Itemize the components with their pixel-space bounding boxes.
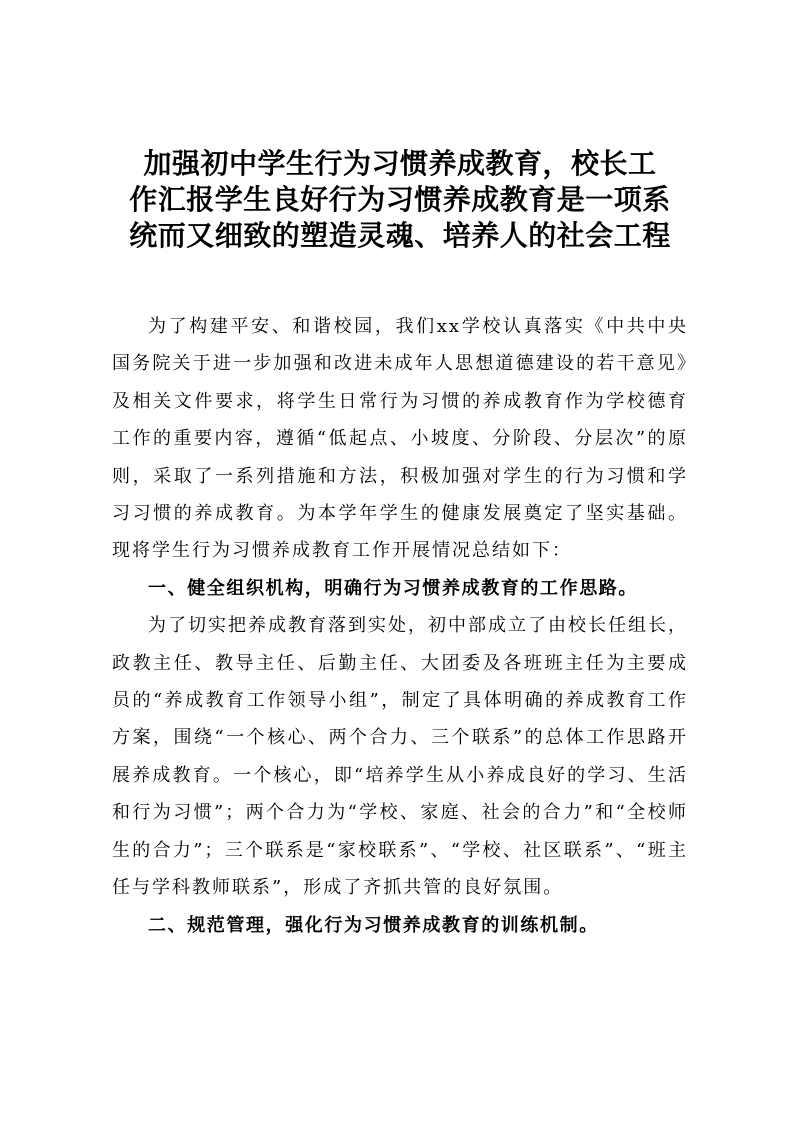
document-title xyxy=(105,146,695,254)
intro-paragraph: 为了构建平安、和谐校园，我们xx学校认真落实《中共中央国务院关于进一步加强和改进未成年人思想道德建设的若干意见》及相关文件要求，将学生日常行为习惯的养成教育作为学校德育工作的重要内容，遵循“低起点、小坡度、分阶段、分层次”的原则，采取了一系列措施和方法，积极加强对学生的行为习惯和学习习惯的养成教育。为本学年学生的健康发展奠定了坚实基础。现将学生行为习惯养成教育工作开展情况总结如下： xyxy=(112,316,688,562)
title-line-3: 统而又细致的塑造灵魂、培养人的社会工程 xyxy=(129,219,671,252)
title-line-1: 加强初中学生行为习惯养成教育，校长工 xyxy=(143,147,657,180)
title-line-2: 作汇报学生良好行为习惯养成教育是一项系 xyxy=(129,183,671,216)
section-heading-2: 二、规范管理，强化行为习惯养成教育的训练机制。 xyxy=(148,914,599,936)
section-1-paragraph: 为了切实把养成教育落到实处，初中部成立了由校长任组长，政教主任、教导主任、后勤主任、大团委及各班班主任为主要成员的“养成教育工作领导小组”，制定了具体明确的养成教育工作方案，围绕“一个核心、两个合力、三个联系”的总体工作思路开展养成教育。一个核心，即“培养学生从小养成良好的学习、生活和行为习惯”；两个合力为“学校、家庭、社会的合力”和“全校师生的合力”；三个联系是“家校联系”、“学校、社区联系”、“班主任与学科教师联系”，形成了齐抓共管的良好氛围。 xyxy=(112,615,688,899)
document-body xyxy=(112,308,688,944)
section-heading-1: 一、健全组织机构，明确行为习惯养成教育的工作思路。 xyxy=(148,577,638,599)
